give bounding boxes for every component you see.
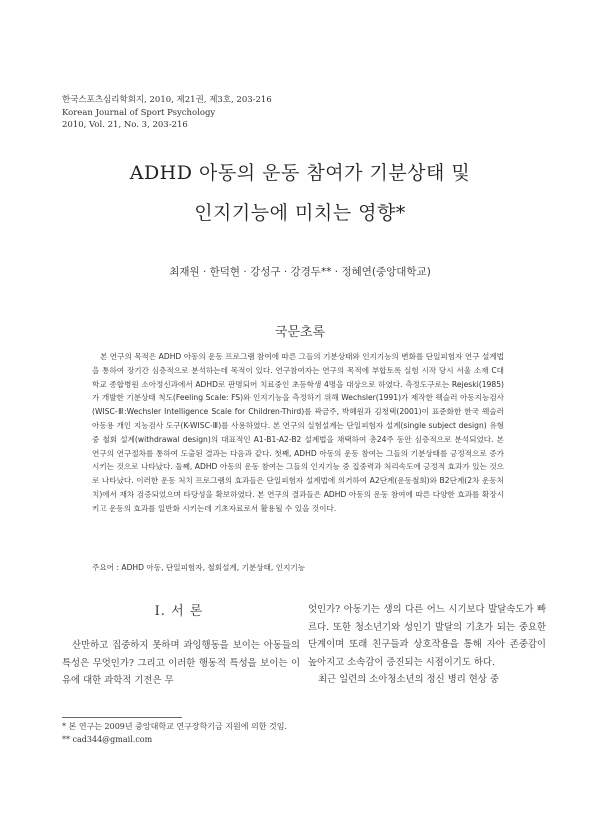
- intro-left-column: 산만하고 집중하지 못하며 과잉행동을 보이는 아동들의 특성은 무엇인가? 그리고 이러한 행동적 특성을 보이는 이유에 대한 과학적 기전은 무: [62, 640, 300, 687]
- author-list: 최재원 · 한덕현 · 강성구 · 강경두** · 정혜연(중앙대학교): [169, 266, 431, 278]
- intro-right-paragraph-1: 엇인가? 아동기는 생의 다른 어느 시기보다 발달속도가 빠르다. 또한 청소년기와 성인기 발달의 기초가 되는 중요한 단계이며 또래 친구들과 상호작용을 통해 자아 존중감이 높아지고 소속감이 증진되는 시점이기도 하다.: [308, 604, 546, 668]
- footnote-contact-email: ** cad344@gmail.com: [62, 734, 153, 744]
- section-heading-introduction: Ⅰ. 서 론: [154, 604, 204, 619]
- keywords: 주요어 : ADHD 아동, 단일피험자, 철회설계, 기분상태, 인지기능: [92, 563, 306, 572]
- footnote-funding: * 본 연구는 2009년 중앙대학교 연구장학기금 지원에 의한 것임.: [62, 722, 287, 731]
- intro-right-column: [308, 601, 546, 689]
- paper-title-line2: 인지기능에 미치는 영향*: [194, 202, 406, 224]
- journal-header-volume: 2010, Vol. 21, No. 3, 203-216: [62, 120, 188, 130]
- journal-header: [62, 94, 272, 132]
- intro-right-paragraph-2: 최근 일련의 소아청소년의 정신 병리 현상 중: [318, 674, 499, 686]
- journal-header-korean: 한국스포츠심리학회지, 2010, 제21권, 제3호, 203-216: [62, 95, 272, 105]
- abstract-heading: 국문초록: [274, 325, 326, 340]
- journal-header-english: Korean Journal of Sport Psychology: [62, 107, 216, 118]
- paper-title-line1: ADHD 아동의 운동 참여가 기분상태 및: [129, 162, 471, 184]
- footnote-divider: [62, 717, 182, 718]
- abstract-body: 본 연구의 목적은 ADHD 아동의 운동 프로그램 참여에 따른 그들의 기분상태와 인지기능의 변화를 단일피험자 연구 설계법을 통하여 장기간 심층적으로 분석하는데 목적이 있다. 연구참여자는 연구의 목적에 부합토록 실험 시작 당시 서울 소재 C대학교 종합병원 소아정신과에서 ADHD로 판명되어 치료중인 초등학생 4명을 대상으로 하였다. 측정도구로는 Rejeski(1985)가 개발한 기분상태 척도(Feeling Scale: FS)와 인지기능을 측정하기 위해 Wechsler(1991)가 제작한 웩슬러 아동지능검사(WISC-Ⅲ:Wechsler Intelligence Scale for Children-Third)를 곽금주, 박혜원과 김청택(2001)이 표준화한 한국 웩슬러 아동용 개인 지능검사 도구(K-WISC-Ⅲ)를 사용하였다. 본 연구의 실험설계는 단일피험자 설계(single subject design) 유형 중 철회 설계(withdrawal design)의 대표적인 A1-B1-A2-B2 설계법을 채택하여 총24주 동안 심층적으로 분석되었다. 본 연구의 연구절차를 통하여 도출된 결과는 다음과 같다. 첫째, ADHD 아동의 운동 참여는 그들의 기분상태를 긍정적으로 증가시키는 것으로 나타났다. 둘째, ADHD 아동의 운동 참여는 그들의 인지기능 중 집중력과 처리속도에 긍정적 효과가 있는 것으로 나타났다. 이러한 운동 처치 프로그램의 효과들은 단일피험자 설계법에 의거하여 A2단계(운동철회)와 B2단계(2차 운동처치)에서 재차 검증되었으며 타당성을 확보하였다. 본 연구의 결과들은 ADHD 아동의 운동 참여에 따른 다양한 효과를 확장시키고 운동의 효과를 일반화 시키는데 기초자료로서 활용될 수 있을 것이다.: [92, 352, 504, 513]
- footnotes: [62, 721, 287, 746]
